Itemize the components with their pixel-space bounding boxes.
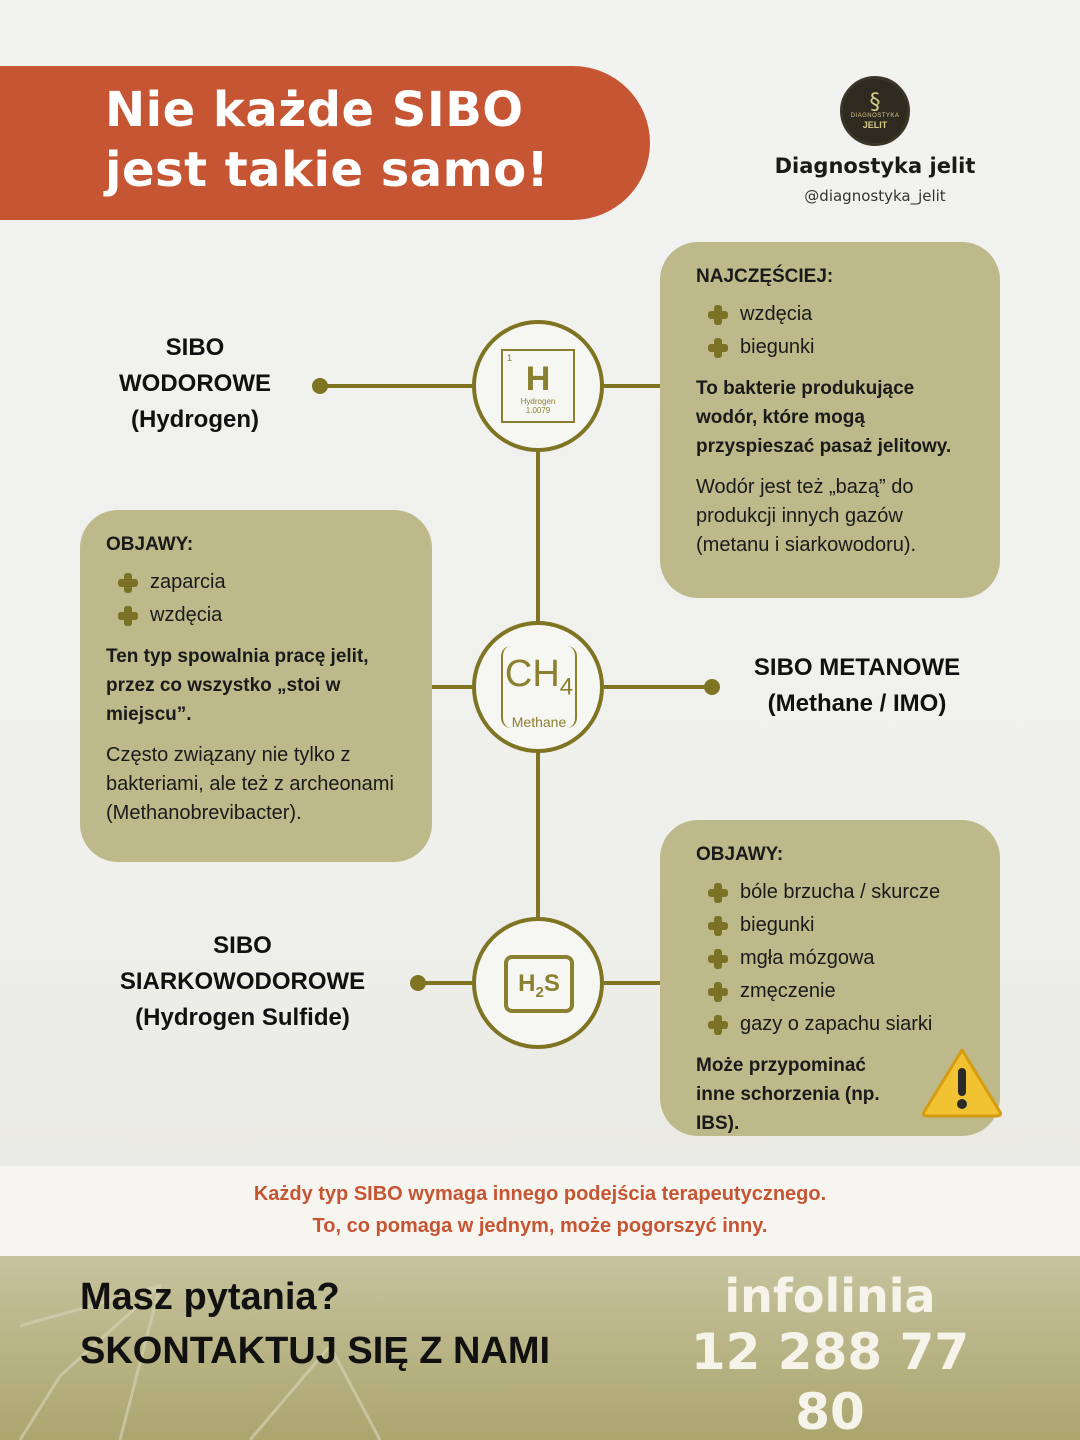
sulfide-label-line3: (Hydrogen Sulfide): [135, 1004, 350, 1031]
symptom-list: [118, 566, 410, 632]
list-item-text: wzdęcia: [150, 604, 223, 626]
hydrogen-element-icon: [501, 349, 575, 423]
card-heading: OBJAWY:: [696, 844, 784, 865]
notice-strip: [0, 1166, 1080, 1256]
element-symbol: H: [525, 360, 551, 398]
hydrogen-label: [95, 330, 295, 438]
list-item: [708, 909, 978, 942]
list-item: [118, 566, 410, 599]
logo-text-small: DIAGNOSTYKA: [850, 112, 900, 119]
sulfide-label-line1: SIBO: [213, 932, 272, 959]
list-item-text: biegunki: [740, 914, 815, 936]
list-item: [708, 942, 978, 975]
card-text: Wodór jest też „bazą” do produkcji innych gazów (metanu i siarkowodoru).: [696, 476, 917, 556]
notice-line-2: To, co pomaga w jednym, może pogorszyć inny.: [312, 1215, 768, 1237]
card-bold-text: Może przypominać inne schorzenia (np. IBS).: [696, 1055, 880, 1134]
contact-footer: [0, 1256, 1080, 1440]
dot-sulfide: [410, 975, 426, 991]
methane-label: [730, 650, 984, 722]
list-item: [118, 599, 410, 632]
methane-name: Methane: [511, 713, 567, 730]
list-item-text: biegunki: [740, 336, 815, 358]
h2s-h: H: [518, 970, 536, 997]
list-item-text: zmęczenie: [740, 980, 836, 1002]
methane-label-line2: (Methane / IMO): [767, 690, 947, 717]
list-item: [708, 876, 978, 909]
list-item: [708, 975, 978, 1008]
plus-icon: [708, 305, 728, 325]
title-line-2: jest takie samo!: [105, 142, 550, 198]
footer-cta: SKONTAKTUJ SIĘ Z NAMI: [80, 1330, 551, 1372]
list-item: [708, 298, 978, 331]
sulfide-label-line2: SIARKOWODOROWE: [119, 968, 366, 995]
plus-icon: [118, 573, 138, 593]
methane-molecule-icon: [501, 646, 577, 728]
footer-question: Masz pytania?: [80, 1276, 340, 1318]
methane-card: [80, 510, 432, 862]
sulfide-label: [95, 928, 390, 1036]
hydrogen-label-line1: SIBO: [165, 334, 225, 361]
hydrogen-card: [660, 242, 1000, 598]
list-item-text: mgła mózgowa: [740, 947, 875, 969]
intestine-icon: §: [869, 89, 881, 115]
logo-text-big: JELIT: [862, 119, 888, 130]
brand-handle: @diagnostyka_jelit: [804, 187, 946, 205]
list-item-text: bóle brzucha / skurcze: [740, 881, 941, 903]
plus-icon: [708, 982, 728, 1002]
notice-line-1: Każdy typ SIBO wymaga innego podejścia terapeutycznego.: [253, 1183, 827, 1205]
card-bold-text: Ten typ spowalnia pracę jelit, przez co wszystko „stoi w miejscu”.: [106, 646, 369, 725]
hydrogen-node: [472, 320, 604, 452]
dot-methane: [704, 679, 720, 695]
element-number: 1: [507, 353, 513, 363]
title-line-1: Nie każde SIBO: [105, 82, 524, 138]
h2s-molecule-icon: [504, 955, 574, 1013]
hydrogen-label-line3: (Hydrogen): [131, 406, 259, 433]
card-bold-text: To bakterie produkujące wodór, które mogą przyspieszać pasaż jelitowy.: [696, 378, 952, 457]
card-heading: NAJCZĘŚCIEJ:: [696, 266, 834, 287]
card-heading: OBJAWY:: [106, 534, 194, 555]
methane-node: [472, 621, 604, 753]
infoline-label: infolinia: [724, 1269, 936, 1323]
plus-icon: [118, 606, 138, 626]
symptom-list: [708, 298, 978, 364]
plus-icon: [708, 338, 728, 358]
list-item-text: zaparcia: [150, 571, 226, 593]
methane-label-line1: SIBO METANOWE: [753, 654, 961, 681]
list-item-text: wzdęcia: [740, 303, 813, 325]
list-item: [708, 331, 978, 364]
element-name: Hydrogen: [520, 397, 556, 406]
list-item-text: gazy o zapachu siarki: [740, 1013, 933, 1035]
dot-hydrogen: [312, 378, 328, 394]
card-text: Często związany nie tylko z bakteriami, ale też z archeonami (Methanobrevibacter).: [106, 744, 394, 824]
plus-icon: [708, 949, 728, 969]
hydrogen-label-line2: WODOROWE: [119, 370, 271, 397]
h2s-sub: 2: [535, 983, 544, 1001]
sulfide-card: [660, 820, 1000, 1136]
plus-icon: [708, 883, 728, 903]
plus-icon: [708, 916, 728, 936]
methane-symbol-main: CH: [504, 653, 560, 695]
list-item: [708, 1008, 978, 1041]
element-mass: 1.0079: [525, 406, 551, 415]
symptom-list: [708, 876, 978, 1041]
plus-icon: [708, 1015, 728, 1035]
phone-number[interactable]: 12 288 77 80: [690, 1323, 970, 1440]
warning-icon: [920, 1046, 1004, 1118]
sulfide-node: [472, 917, 604, 1049]
brand-name: Diagnostyka jelit: [774, 154, 976, 178]
h2s-s: S: [543, 970, 560, 997]
methane-symbol: [503, 654, 575, 708]
methane-symbol-sub: 4: [559, 673, 574, 701]
